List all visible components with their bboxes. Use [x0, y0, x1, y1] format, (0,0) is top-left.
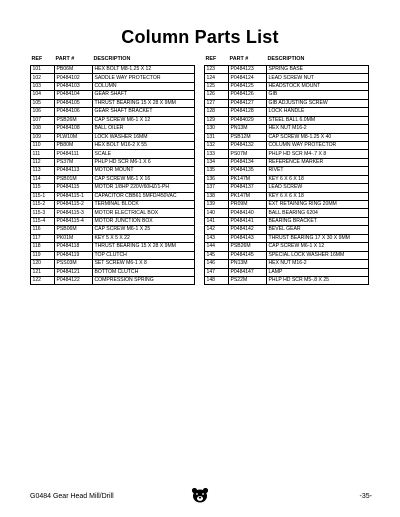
- description-cell: KEY 6 X 6 X 18: [267, 175, 369, 183]
- description-cell: MOTOR MOUNT: [93, 167, 195, 175]
- table-row: [205, 116, 369, 124]
- description-cell: CAP SCREW M6-1 X 12: [93, 116, 195, 124]
- description-cell: BEARING BRACKET: [267, 217, 369, 225]
- header-description: DESCRIPTION: [267, 56, 305, 63]
- part-number-cell: P0484111: [55, 150, 93, 158]
- part-number-cell: P0484118: [55, 243, 93, 251]
- part-number-cell: P0484115-1: [55, 192, 93, 200]
- description-cell: MOTOR 1/8HP 220V/60HZ/1-PH: [93, 184, 195, 192]
- part-number-cell: P0484125: [229, 82, 267, 90]
- bear-head-logo-icon: [191, 487, 209, 503]
- table-row: [205, 91, 369, 99]
- table-row: [205, 150, 369, 158]
- header-part: PART #: [229, 56, 249, 63]
- description-cell: EXT RETAINING RING 20MM: [267, 201, 369, 209]
- footer-model-name: G0484 Gear Head Mill/Drill: [30, 493, 114, 500]
- part-number-cell: PK147M: [229, 192, 267, 200]
- ref-cell: 145: [205, 251, 229, 259]
- description-cell: SPECIAL LOCK WASHER 16MM: [267, 251, 369, 259]
- ref-cell: 112: [31, 158, 55, 166]
- header-part: PART #: [55, 56, 75, 63]
- ref-cell: 123: [205, 66, 229, 74]
- table-row: [205, 158, 369, 166]
- description-cell: COLUMN: [93, 82, 195, 90]
- description-cell: CAP SCREW M6-1 X 12: [267, 243, 369, 251]
- description-cell: HEADSTOCK MOUNT: [267, 82, 369, 90]
- ref-cell: 110: [31, 141, 55, 149]
- ref-cell: 102: [31, 74, 55, 82]
- part-number-cell: P0484122: [55, 276, 93, 284]
- description-cell: SPRING BASE: [267, 66, 369, 74]
- table-row: [31, 192, 195, 200]
- part-number-cell: PS22M: [229, 276, 267, 284]
- table-row: [31, 260, 195, 268]
- part-number-cell: P0484134: [229, 158, 267, 166]
- table-row: [205, 268, 369, 276]
- ref-cell: 107: [31, 116, 55, 124]
- part-number-cell: PSS03M: [55, 260, 93, 268]
- description-cell: COMPRESSION SPRING: [93, 276, 195, 284]
- description-cell: BEVEL GEAR: [267, 226, 369, 234]
- description-cell: LEAD SCREW NUT: [267, 74, 369, 82]
- description-cell: BALL OILER: [93, 125, 195, 133]
- part-number-cell: P0484103: [55, 82, 93, 90]
- part-number-cell: P0484126: [229, 91, 267, 99]
- ref-cell: 135: [205, 167, 229, 175]
- part-number-cell: P0484141: [229, 217, 267, 225]
- table-row: [205, 243, 369, 251]
- description-cell: COLUMN WAY PROTECTOR: [267, 141, 369, 149]
- ref-cell: 147: [205, 268, 229, 276]
- table-row: [205, 234, 369, 242]
- table-row: [205, 108, 369, 116]
- part-number-cell: P0484115-3: [55, 209, 93, 217]
- table-row: [31, 150, 195, 158]
- table-row: [205, 133, 369, 141]
- ref-cell: 111: [31, 150, 55, 158]
- table-header-row: [31, 55, 195, 66]
- table-row: [205, 217, 369, 225]
- part-number-cell: P0484113: [55, 167, 93, 175]
- ref-cell: 115: [31, 184, 55, 192]
- part-number-cell: PB80M: [55, 141, 93, 149]
- part-number-cell: P0484115: [55, 184, 93, 192]
- description-cell: THRUST BEARING 15 X 28 X 9MM: [93, 243, 195, 251]
- part-number-cell: P0484140: [229, 209, 267, 217]
- table-row: [205, 125, 369, 133]
- table-row: [31, 125, 195, 133]
- ref-cell: 128: [205, 108, 229, 116]
- ref-cell: 119: [31, 251, 55, 259]
- table-row: [31, 251, 195, 259]
- ref-cell: 109: [31, 133, 55, 141]
- part-number-cell: P0484123: [229, 66, 267, 74]
- table-row: [205, 276, 369, 284]
- table-row: [31, 116, 195, 124]
- part-number-cell: PSB06M: [55, 226, 93, 234]
- ref-cell: 141: [205, 217, 229, 225]
- ref-cell: 115-2: [31, 201, 55, 209]
- part-number-cell: P0484142: [229, 226, 267, 234]
- table-row: [205, 99, 369, 107]
- parts-table-left: [30, 55, 195, 285]
- ref-cell: 105: [31, 99, 55, 107]
- description-cell: REFERENCE MARKER: [267, 158, 369, 166]
- part-number-cell: PSB26M: [55, 116, 93, 124]
- ref-cell: 115-4: [31, 217, 55, 225]
- description-cell: PHLP HD SCR M6-1 X 6: [93, 158, 195, 166]
- table-row: [205, 184, 369, 192]
- ref-cell: 115-3: [31, 209, 55, 217]
- description-cell: GIB ADJUSTING SCREW: [267, 99, 369, 107]
- ref-cell: 136: [205, 175, 229, 183]
- table-row: [31, 175, 195, 183]
- part-number-cell: P0484147: [229, 268, 267, 276]
- ref-cell: 127: [205, 99, 229, 107]
- description-cell: HEX BOLT M16-2 X 55: [93, 141, 195, 149]
- table-row: [205, 209, 369, 217]
- ref-cell: 146: [205, 260, 229, 268]
- table-row: [205, 260, 369, 268]
- description-cell: GIB: [267, 91, 369, 99]
- ref-cell: 137: [205, 184, 229, 192]
- table-row: [31, 167, 195, 175]
- table-row: [205, 66, 369, 74]
- part-number-cell: P0484145: [229, 251, 267, 259]
- table-row: [31, 133, 195, 141]
- description-cell: STEEL BALL 6.0MM: [267, 116, 369, 124]
- part-number-cell: PB06M: [55, 66, 93, 74]
- table-row: [205, 226, 369, 234]
- ref-cell: 130: [205, 125, 229, 133]
- description-cell: HEX BOLT M8-1.25 X 12: [93, 66, 195, 74]
- part-number-cell: P0484135: [229, 167, 267, 175]
- table-row: [31, 91, 195, 99]
- ref-cell: 124: [205, 74, 229, 82]
- part-number-cell: P0484124: [229, 74, 267, 82]
- table-row: [205, 167, 369, 175]
- part-number-cell: P0484132: [229, 141, 267, 149]
- part-number-cell: PSB01M: [55, 175, 93, 183]
- description-cell: LAMP: [267, 268, 369, 276]
- table-row: [31, 209, 195, 217]
- table-row: [205, 141, 369, 149]
- table-row: [31, 226, 195, 234]
- part-number-cell: PK147M: [229, 175, 267, 183]
- table-row: [31, 276, 195, 284]
- ref-cell: 118: [31, 243, 55, 251]
- ref-cell: 143: [205, 234, 229, 242]
- part-number-cell: PN13M: [229, 260, 267, 268]
- description-cell: THRUST BEARING 17 X 30 X 9MM: [267, 234, 369, 242]
- ref-cell: 138: [205, 192, 229, 200]
- table-row: [205, 82, 369, 90]
- ref-cell: 122: [31, 276, 55, 284]
- description-cell: SCALE: [93, 150, 195, 158]
- description-cell: CAP SCREW M8-1.25 X 40: [267, 133, 369, 141]
- part-number-cell: P0484104: [55, 91, 93, 99]
- table-row: [31, 234, 195, 242]
- description-cell: CAP SCREW M6-1 X 16: [93, 175, 195, 183]
- parts-table-right: [204, 55, 369, 285]
- part-number-cell: PS07M: [229, 150, 267, 158]
- description-cell: THRUST BEARING 15 X 28 X 9MM: [93, 99, 195, 107]
- ref-cell: 108: [31, 125, 55, 133]
- ref-cell: 101: [31, 66, 55, 74]
- table-row: [31, 217, 195, 225]
- description-cell: LOCK HANDLE: [267, 108, 369, 116]
- part-number-cell: P0484143: [229, 234, 267, 242]
- description-cell: TOP CLUTCH: [93, 251, 195, 259]
- description-cell: BOTTOM CLUTCH: [93, 268, 195, 276]
- part-number-cell: P0484121: [55, 268, 93, 276]
- ref-cell: 103: [31, 82, 55, 90]
- table-row: [205, 175, 369, 183]
- description-cell: CAPACITOR CBB61 5MFD/450VAC: [93, 192, 195, 200]
- ref-cell: 134: [205, 158, 229, 166]
- part-number-cell: P0484119: [55, 251, 93, 259]
- part-number-cell: P0484127: [229, 99, 267, 107]
- table-row: [205, 74, 369, 82]
- part-number-cell: PSB26M: [229, 243, 267, 251]
- table-row: [205, 192, 369, 200]
- description-cell: TERMINAL BLOCK: [93, 201, 195, 209]
- description-cell: MOTOR ELECTRICAL BOX: [93, 209, 195, 217]
- description-cell: GEAR SHAFT BRACKET: [93, 108, 195, 116]
- table-row: [205, 251, 369, 259]
- ref-cell: 148: [205, 276, 229, 284]
- ref-cell: 131: [205, 133, 229, 141]
- page-title: Column Parts List: [121, 27, 279, 47]
- header-ref: REF: [31, 56, 43, 63]
- ref-cell: 129: [205, 116, 229, 124]
- description-cell: KEY 5 X 5 X 22: [93, 234, 195, 242]
- ref-cell: 115-1: [31, 192, 55, 200]
- description-cell: MOTOR JUNCTION BOX: [93, 217, 195, 225]
- table-row: [31, 82, 195, 90]
- part-number-cell: P0484108: [55, 125, 93, 133]
- ref-cell: 125: [205, 82, 229, 90]
- part-number-cell: P0484137: [229, 184, 267, 192]
- ref-cell: 139: [205, 201, 229, 209]
- table-row: [31, 268, 195, 276]
- table-row: [31, 108, 195, 116]
- part-number-cell: PSB12M: [229, 133, 267, 141]
- description-cell: PHLP HD SCR M5-.8 X 25: [267, 276, 369, 284]
- part-number-cell: P0484115-2: [55, 201, 93, 209]
- page-number: -35-: [359, 493, 372, 500]
- ref-cell: 104: [31, 91, 55, 99]
- part-number-cell: PLW10M: [55, 133, 93, 141]
- ref-cell: 116: [31, 226, 55, 234]
- table-row: [31, 243, 195, 251]
- part-number-cell: P0484029: [229, 116, 267, 124]
- description-cell: HEX NUT M16-2: [267, 125, 369, 133]
- description-cell: KEY 6 X 6 X 18: [267, 192, 369, 200]
- ref-cell: 133: [205, 150, 229, 158]
- ref-cell: 117: [31, 234, 55, 242]
- table-row: [31, 201, 195, 209]
- description-cell: SET SCREW M6-1 X 8: [93, 260, 195, 268]
- ref-cell: 121: [31, 268, 55, 276]
- part-number-cell: P0484115-4: [55, 217, 93, 225]
- part-number-cell: PN13M: [229, 125, 267, 133]
- part-number-cell: P0484102: [55, 74, 93, 82]
- ref-cell: 144: [205, 243, 229, 251]
- description-cell: SADDLE WAY PROTECTOR: [93, 74, 195, 82]
- part-number-cell: PS37M: [55, 158, 93, 166]
- description-cell: PHLP HD SCR M4-.7 X 8: [267, 150, 369, 158]
- part-number-cell: PK01M: [55, 234, 93, 242]
- table-row: [205, 201, 369, 209]
- part-number-cell: P0484106: [55, 108, 93, 116]
- description-cell: CAP SCREW M6-1 X 25: [93, 226, 195, 234]
- ref-cell: 120: [31, 260, 55, 268]
- ref-cell: 114: [31, 175, 55, 183]
- ref-cell: 126: [205, 91, 229, 99]
- description-cell: LEAD SCREW: [267, 184, 369, 192]
- table-header-row: [205, 55, 369, 66]
- table-row: [31, 158, 195, 166]
- header-description: DESCRIPTION: [93, 56, 131, 63]
- table-row: [31, 141, 195, 149]
- description-cell: LOCK WASHER 16MM: [93, 133, 195, 141]
- header-ref: REF: [205, 56, 217, 63]
- ref-cell: 132: [205, 141, 229, 149]
- description-cell: RIVET: [267, 167, 369, 175]
- ref-cell: 106: [31, 108, 55, 116]
- table-row: [31, 99, 195, 107]
- description-cell: GEAR SHAFT: [93, 91, 195, 99]
- part-number-cell: P0484105: [55, 99, 93, 107]
- table-row: [31, 184, 195, 192]
- part-number-cell: P0484128: [229, 108, 267, 116]
- table-row: [31, 66, 195, 74]
- description-cell: HEX NUT M16-2: [267, 260, 369, 268]
- ref-cell: 140: [205, 209, 229, 217]
- part-number-cell: PR09M: [229, 201, 267, 209]
- description-cell: BALL BEARING 6204: [267, 209, 369, 217]
- ref-cell: 142: [205, 226, 229, 234]
- table-row: [31, 74, 195, 82]
- ref-cell: 113: [31, 167, 55, 175]
